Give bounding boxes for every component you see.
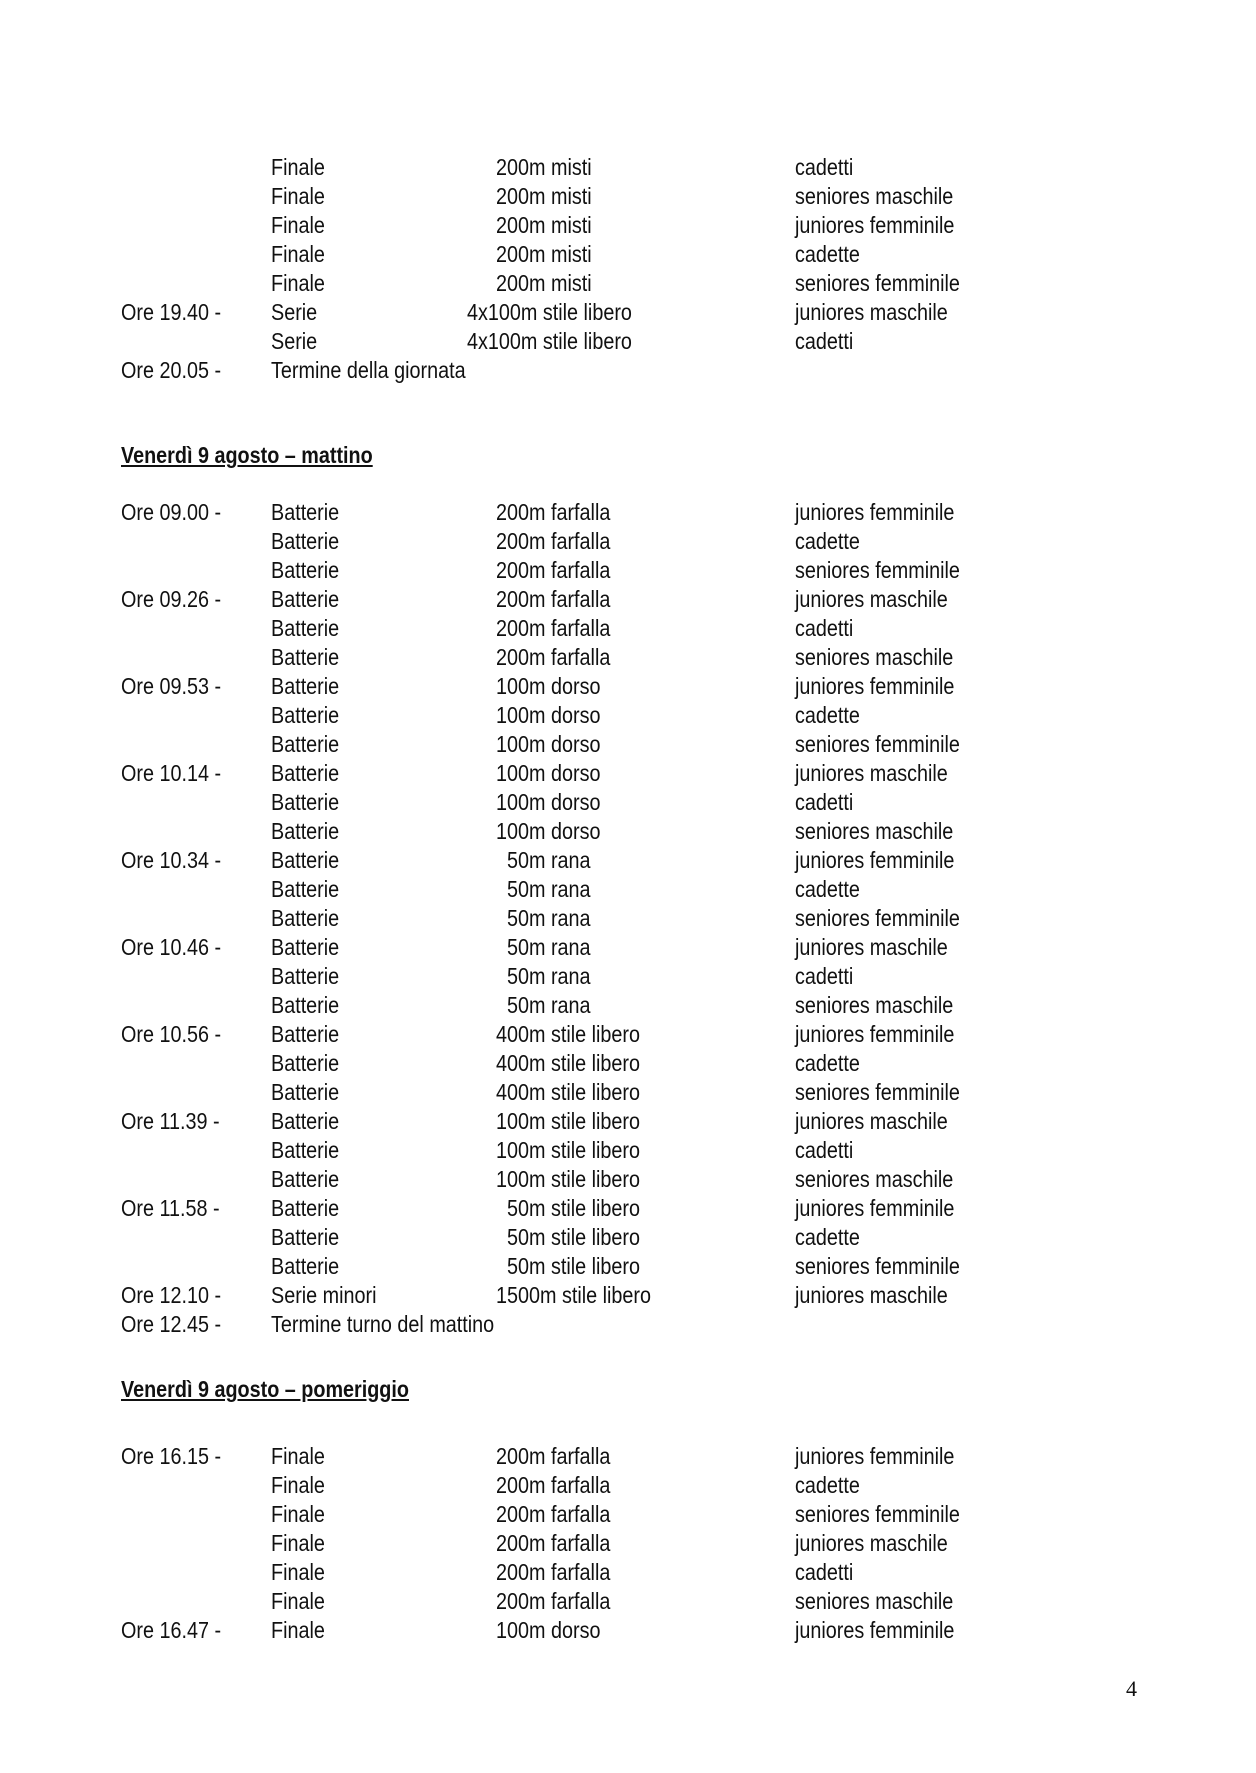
schedule-row xyxy=(0,817,1256,846)
schedule-row xyxy=(0,1529,1256,1558)
session-type-cell: Batterie xyxy=(271,702,340,728)
category-cell: cadetti xyxy=(795,789,854,815)
category-cell: juniores maschile xyxy=(795,760,948,786)
session-type-cell: Batterie xyxy=(271,876,340,902)
event-cell: 200m misti xyxy=(496,270,592,296)
schedule-row xyxy=(0,1616,1256,1645)
session-type-cell: Batterie xyxy=(271,1137,340,1163)
category-cell: seniores femminile xyxy=(795,905,960,931)
category-cell: juniores femminile xyxy=(795,1021,955,1047)
schedule-row xyxy=(0,1223,1256,1252)
session-type-cell: Batterie xyxy=(271,615,340,641)
time-cell: Ore 12.45 - xyxy=(121,1311,222,1337)
event-cell: 50m stile libero xyxy=(507,1195,641,1221)
session-type-cell: Batterie xyxy=(271,1253,340,1279)
category-cell: seniores femminile xyxy=(795,557,960,583)
category-cell: juniores maschile xyxy=(795,299,948,325)
schedule-row xyxy=(0,1281,1256,1310)
session-type-cell: Serie xyxy=(271,299,318,325)
schedule-row xyxy=(0,1165,1256,1194)
category-cell: cadetti xyxy=(795,328,854,354)
event-cell: 200m farfalla xyxy=(496,1443,611,1469)
category-cell: juniores femminile xyxy=(795,1443,955,1469)
event-cell: 50m stile libero xyxy=(507,1253,641,1279)
schedule-row xyxy=(0,298,1256,327)
time-cell: Ore 10.34 - xyxy=(121,847,222,873)
time-cell: Ore 10.14 - xyxy=(121,760,222,786)
session-type-cell: Batterie xyxy=(271,1108,340,1134)
time-cell: Ore 20.05 - xyxy=(121,357,222,383)
page-number: 4 xyxy=(1126,1676,1137,1701)
session-type-cell: Batterie xyxy=(271,992,340,1018)
event-cell: 50m rana xyxy=(507,876,591,902)
event-cell: 200m farfalla xyxy=(496,644,611,670)
event-cell: 100m stile libero xyxy=(496,1166,641,1192)
schedule-row xyxy=(0,759,1256,788)
category-cell: seniores femminile xyxy=(795,270,960,296)
session-type-cell: Serie minori xyxy=(271,1282,377,1308)
time-cell: Ore 11.39 - xyxy=(121,1108,220,1134)
session-type-cell: Batterie xyxy=(271,528,340,554)
schedule-row xyxy=(0,1442,1256,1471)
category-cell: cadette xyxy=(795,1050,860,1076)
schedule-row xyxy=(0,991,1256,1020)
session-type-cell: Batterie xyxy=(271,1195,340,1221)
event-cell: 400m stile libero xyxy=(496,1050,641,1076)
schedule-row xyxy=(0,1471,1256,1500)
event-cell: 100m dorso xyxy=(496,673,601,699)
event-cell: 100m dorso xyxy=(496,818,601,844)
event-cell: 200m farfalla xyxy=(496,586,611,612)
schedule-row xyxy=(0,846,1256,875)
schedule-row xyxy=(0,1078,1256,1107)
event-cell: 400m stile libero xyxy=(496,1021,641,1047)
session-type-cell: Termine della giornata xyxy=(271,357,466,383)
session-type-cell: Finale xyxy=(271,1588,325,1614)
category-cell: juniores maschile xyxy=(795,1108,948,1134)
schedule-row xyxy=(0,904,1256,933)
schedule-row xyxy=(0,643,1256,672)
event-cell: 400m stile libero xyxy=(496,1079,641,1105)
session-type-cell: Batterie xyxy=(271,1224,340,1250)
event-cell: 100m dorso xyxy=(496,760,601,786)
category-cell: juniores femminile xyxy=(795,673,955,699)
category-cell: cadette xyxy=(795,1472,860,1498)
schedule-row xyxy=(0,211,1256,240)
category-cell: seniores maschile xyxy=(795,818,954,844)
session-type-cell: Batterie xyxy=(271,1079,340,1105)
session-type-cell: Batterie xyxy=(271,644,340,670)
schedule-row xyxy=(0,182,1256,211)
schedule-row xyxy=(0,498,1256,527)
session-type-cell: Batterie xyxy=(271,557,340,583)
event-cell: 50m rana xyxy=(507,963,591,989)
section-heading: Venerdì 9 agosto – mattino xyxy=(121,442,373,468)
session-type-cell: Finale xyxy=(271,1530,325,1556)
schedule-row xyxy=(0,585,1256,614)
schedule-row xyxy=(0,556,1256,585)
event-cell: 100m stile libero xyxy=(496,1137,641,1163)
session-type-cell: Batterie xyxy=(271,934,340,960)
schedule-row xyxy=(0,1558,1256,1587)
category-cell: seniores maschile xyxy=(795,1588,954,1614)
time-cell: Ore 09.53 - xyxy=(121,673,222,699)
event-cell: 200m misti xyxy=(496,212,592,238)
category-cell: seniores maschile xyxy=(795,644,954,670)
session-type-cell: Finale xyxy=(271,1559,325,1585)
schedule-row xyxy=(0,1194,1256,1223)
category-cell: cadette xyxy=(795,702,860,728)
session-type-cell: Finale xyxy=(271,1472,325,1498)
session-type-cell: Batterie xyxy=(271,847,340,873)
category-cell: cadette xyxy=(795,1224,860,1250)
time-cell: Ore 16.15 - xyxy=(121,1443,222,1469)
schedule-row xyxy=(0,1020,1256,1049)
session-type-cell: Finale xyxy=(271,241,325,267)
event-cell: 200m farfalla xyxy=(496,557,611,583)
session-type-cell: Batterie xyxy=(271,905,340,931)
schedule-row xyxy=(0,269,1256,298)
session-type-cell: Finale xyxy=(271,154,325,180)
event-cell: 200m misti xyxy=(496,154,592,180)
schedule-row xyxy=(0,962,1256,991)
event-cell: 200m farfalla xyxy=(496,1588,611,1614)
event-cell: 200m farfalla xyxy=(496,528,611,554)
session-type-cell: Batterie xyxy=(271,963,340,989)
event-cell: 100m dorso xyxy=(496,1617,601,1643)
category-cell: cadette xyxy=(795,241,860,267)
schedule-row xyxy=(0,1107,1256,1136)
event-cell: 200m farfalla xyxy=(496,1472,611,1498)
event-cell: 200m farfalla xyxy=(496,1501,611,1527)
event-cell: 200m farfalla xyxy=(496,1530,611,1556)
schedule-row xyxy=(0,153,1256,182)
schedule-row xyxy=(0,1136,1256,1165)
category-cell: seniores maschile xyxy=(795,992,954,1018)
time-cell: Ore 10.46 - xyxy=(121,934,222,960)
session-type-cell: Batterie xyxy=(271,1050,340,1076)
event-cell: 200m farfalla xyxy=(496,615,611,641)
session-type-cell: Batterie xyxy=(271,731,340,757)
session-type-cell: Finale xyxy=(271,1443,325,1469)
schedule-row xyxy=(0,327,1256,356)
category-cell: seniores femminile xyxy=(795,1079,960,1105)
event-cell: 50m rana xyxy=(507,992,591,1018)
event-cell: 4x100m stile libero xyxy=(467,299,632,325)
event-cell: 50m rana xyxy=(507,847,591,873)
schedule-row xyxy=(0,1252,1256,1281)
session-type-cell: Batterie xyxy=(271,499,340,525)
schedule-row xyxy=(0,1310,1256,1339)
event-cell: 200m farfalla xyxy=(496,499,611,525)
category-cell: juniores femminile xyxy=(795,212,955,238)
schedule-row xyxy=(0,672,1256,701)
session-type-cell: Finale xyxy=(271,183,325,209)
category-cell: seniores maschile xyxy=(795,183,954,209)
category-cell: cadette xyxy=(795,528,860,554)
category-cell: cadette xyxy=(795,876,860,902)
time-cell: Ore 19.40 - xyxy=(121,299,222,325)
category-cell: seniores femminile xyxy=(795,731,960,757)
category-cell: seniores maschile xyxy=(795,1166,954,1192)
event-cell: 200m misti xyxy=(496,241,592,267)
session-type-cell: Batterie xyxy=(271,586,340,612)
category-cell: seniores femminile xyxy=(795,1501,960,1527)
event-cell: 50m rana xyxy=(507,905,591,931)
section-heading: Venerdì 9 agosto – pomeriggio xyxy=(121,1376,409,1402)
category-cell: cadetti xyxy=(795,1137,854,1163)
event-cell: 50m stile libero xyxy=(507,1224,641,1250)
schedule-row xyxy=(0,356,1256,385)
event-cell: 100m dorso xyxy=(496,789,601,815)
event-cell: 4x100m stile libero xyxy=(467,328,632,354)
schedule-row xyxy=(0,1587,1256,1616)
session-type-cell: Batterie xyxy=(271,760,340,786)
event-cell: 100m dorso xyxy=(496,702,601,728)
session-type-cell: Finale xyxy=(271,212,325,238)
category-cell: seniores femminile xyxy=(795,1253,960,1279)
session-type-cell: Serie xyxy=(271,328,318,354)
category-cell: cadetti xyxy=(795,615,854,641)
category-cell: juniores femminile xyxy=(795,847,955,873)
category-cell: juniores maschile xyxy=(795,1282,948,1308)
category-cell: juniores maschile xyxy=(795,934,948,960)
event-cell: 200m farfalla xyxy=(496,1559,611,1585)
session-type-cell: Finale xyxy=(271,1501,325,1527)
category-cell: juniores maschile xyxy=(795,1530,948,1556)
category-cell: juniores femminile xyxy=(795,499,955,525)
category-cell: cadetti xyxy=(795,154,854,180)
schedule-row xyxy=(0,933,1256,962)
session-type-cell: Batterie xyxy=(271,818,340,844)
schedule-row xyxy=(0,788,1256,817)
schedule-row xyxy=(0,875,1256,904)
event-cell: 50m rana xyxy=(507,934,591,960)
schedule-row xyxy=(0,240,1256,269)
category-cell: juniores femminile xyxy=(795,1617,955,1643)
category-cell: cadetti xyxy=(795,963,854,989)
session-type-cell: Batterie xyxy=(271,789,340,815)
session-type-cell: Batterie xyxy=(271,673,340,699)
event-cell: 100m stile libero xyxy=(496,1108,641,1134)
category-cell: juniores femminile xyxy=(795,1195,955,1221)
event-cell: 200m misti xyxy=(496,183,592,209)
time-cell: Ore 11.58 - xyxy=(121,1195,220,1221)
schedule-row xyxy=(0,1500,1256,1529)
time-cell: Ore 10.56 - xyxy=(121,1021,222,1047)
time-cell: Ore 16.47 - xyxy=(121,1617,222,1643)
category-cell: juniores maschile xyxy=(795,586,948,612)
session-type-cell: Batterie xyxy=(271,1166,340,1192)
event-cell: 100m dorso xyxy=(496,731,601,757)
time-cell: Ore 12.10 - xyxy=(121,1282,222,1308)
session-type-cell: Batterie xyxy=(271,1021,340,1047)
event-cell: 1500m stile libero xyxy=(496,1282,652,1308)
schedule-row xyxy=(0,1049,1256,1078)
schedule-row xyxy=(0,701,1256,730)
session-type-cell: Finale xyxy=(271,1617,325,1643)
session-type-cell: Finale xyxy=(271,270,325,296)
schedule-row xyxy=(0,614,1256,643)
schedule-row xyxy=(0,527,1256,556)
schedule-row xyxy=(0,730,1256,759)
category-cell: cadetti xyxy=(795,1559,854,1585)
time-cell: Ore 09.00 - xyxy=(121,499,222,525)
time-cell: Ore 09.26 - xyxy=(121,586,222,612)
session-type-cell: Termine turno del mattino xyxy=(271,1311,495,1337)
